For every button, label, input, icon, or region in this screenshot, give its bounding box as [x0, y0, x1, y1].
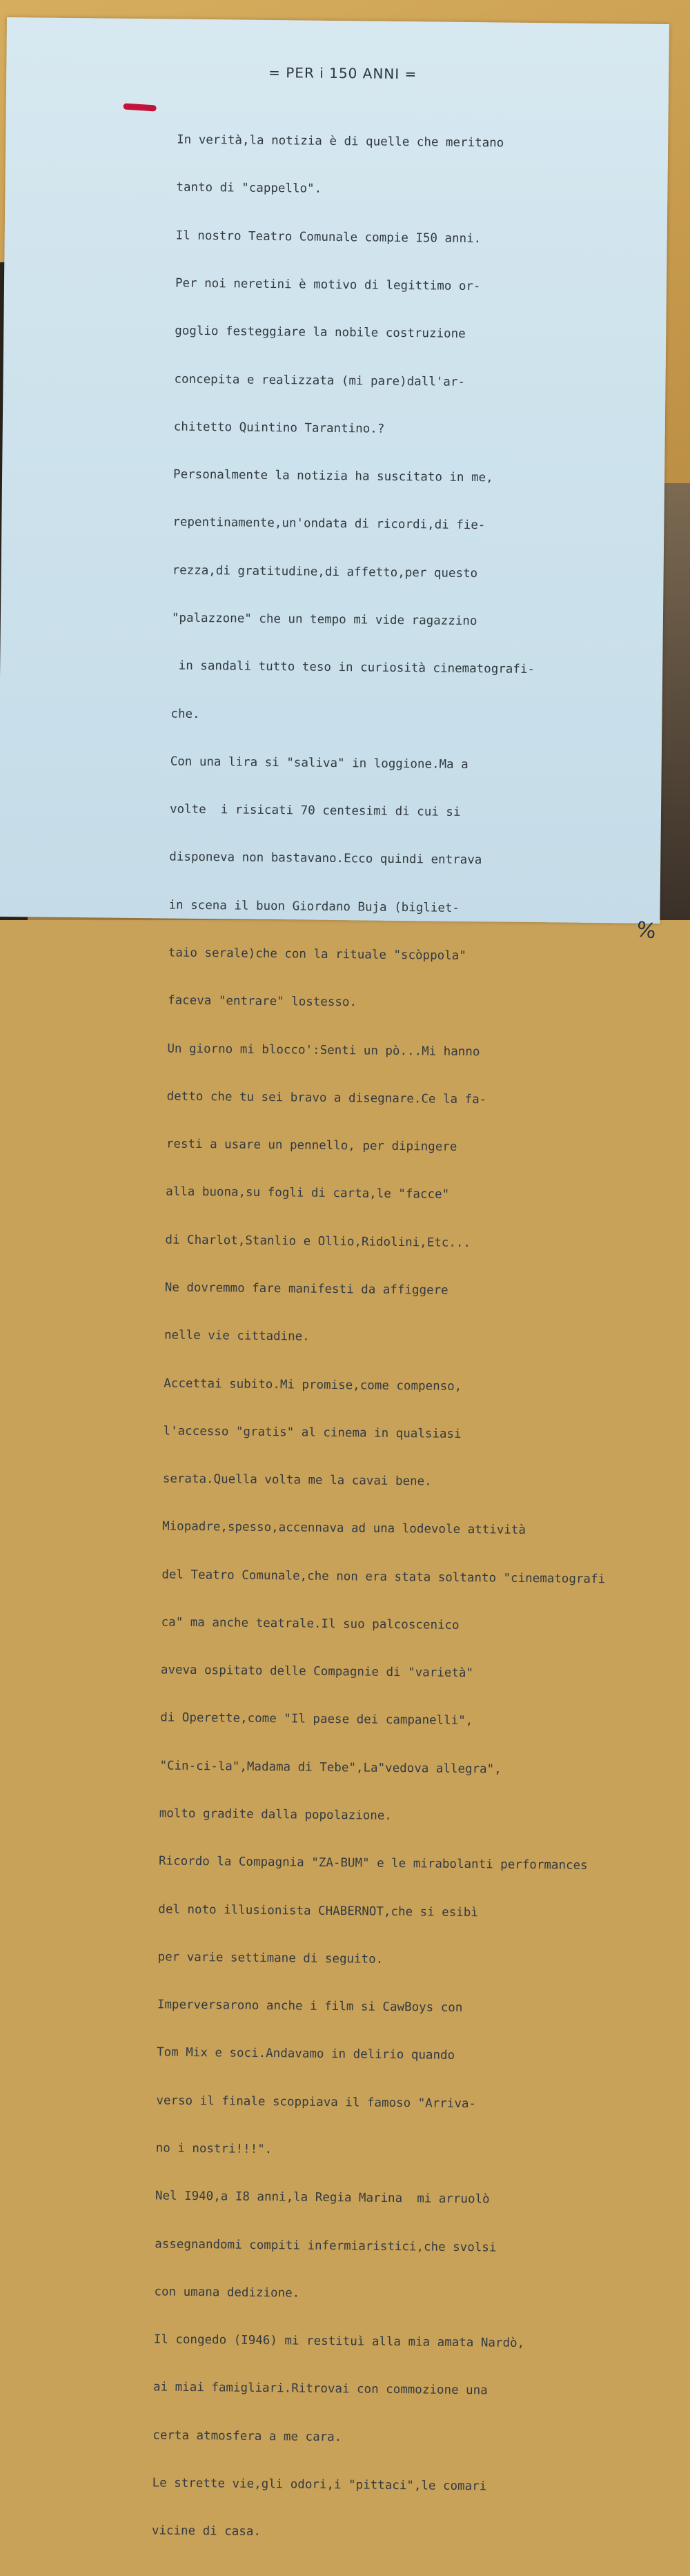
text-line: certa atmosfera a me cara. — [152, 2428, 342, 2444]
text-line: Tom Mix e soci.Andavamo in delirio quando — [157, 2045, 455, 2063]
text-line: del noto illusionista CHABERNOT,che si esibì — [158, 1902, 479, 1920]
text-line: che. — [170, 707, 200, 721]
text-line: Il nostro Teatro Comunale compie I50 anni. — [175, 228, 482, 246]
text-line: Il congedo (I946) mi restituì alla mia amata Nardò, — [153, 2332, 525, 2351]
text-line: l'accesso "gratis" al cinema in qualsiasi — [163, 1424, 462, 1441]
text-line: taio serale)che con la rituale "scòppola" — [168, 946, 466, 963]
page-continuation-mark: % — [634, 917, 658, 944]
red-marker-stroke — [123, 103, 156, 111]
text-line: Per noi neretini è motivo di legittimo or- — [175, 276, 481, 294]
text-line: no i nostri!!!". — [155, 2141, 273, 2157]
text-line: assegnandomi compiti infermiaristici,che svolsi — [155, 2236, 497, 2255]
text-line: Personalmente la notizia ha suscitato in me, — [172, 467, 493, 485]
text-line: Ne dovremmo fare manifesti da affiggere — [164, 1280, 448, 1298]
text-line: chitetto Quintino Tarantino.? — [173, 420, 385, 436]
text-line: Imperversarono anche i film si CawBoys con — [157, 1998, 463, 2016]
text-line: goglio festeggiare la nobile costruzione — [175, 324, 466, 342]
typewritten-sheet — [0, 17, 669, 2539]
text-line: nelle vie cittadine. — [164, 1328, 310, 1344]
text-line: vicine di casa. — [151, 2524, 262, 2539]
text-line: serata.Quella volta me la cavai bene. — [162, 1472, 432, 1489]
text-line: "Cin-ci-la",Madama di Tebe",La"vedova allegra", — [159, 1759, 502, 1777]
text-line: ai miai famigliari.Ritrovai con commozione una — [152, 2380, 488, 2398]
text-line: Ricordo la Compagnia "ZA-BUM" e le mirabolanti performances — [158, 1854, 588, 1873]
text-line: disponeva non bastavano.Ecco quindi entrava — [169, 850, 482, 868]
text-line: rezza,di gratitudine,di affetto,per questo — [172, 563, 478, 580]
text-line: per varie settimane di seguito. — [157, 1950, 384, 1967]
text-line: In verità,la notizia è di quelle che meritano — [177, 133, 504, 150]
text-line: Miopadre,spesso,accennava ad una lodevole attività — [162, 1519, 526, 1538]
text-line: aveva ospitato delle Compagnie di "varietà" — [160, 1663, 474, 1681]
text-line: repentinamente,un'ondata di ricordi,di fie- — [172, 515, 486, 533]
text-line: volte i risicati 70 centesimi di cui si — [169, 802, 461, 820]
text-line: con umana dedizione. — [154, 2285, 300, 2301]
text-line: Accettai subito.Mi promise,come compenso, — [164, 1376, 462, 1394]
text-line: ca" ma anche teatrale.Il suo palcoscenico — [161, 1615, 460, 1632]
typed-text — [151, 101, 670, 2576]
text-line: verso il finale scoppiava il famoso "Arriva- — [156, 2094, 477, 2111]
text-line: molto gradite dalla popolazione. — [159, 1806, 393, 1823]
text-line: resti a usare un pennello, per dipingere — [166, 1137, 457, 1154]
text-line: tanto di "cappello". — [176, 181, 322, 197]
document-heading: = PER i 150 ANNI = — [268, 64, 417, 83]
text-line: Con una lira si "saliva" in loggione.Ma a — [170, 754, 469, 772]
text-line: Un giorno mi blocco':Senti un pò...Mi hanno — [167, 1042, 480, 1059]
text-line: in sandali tutto teso in curiosità cinematografi- — [171, 658, 535, 677]
text-line: detto che tu sei bravo a disegnare.Ce la fa- — [166, 1089, 487, 1107]
text-line: in scena il buon Giordano Buja (bigliet- — [168, 898, 460, 915]
text-line: del Teatro Comunale,che non era stata soltanto "cinematografi — [161, 1568, 606, 1586]
text-line: concepita e realizzata (mi pare)dall'ar- — [174, 372, 466, 389]
text-line: Nel I940,a I8 anni,la Regia Marina mi arruolò — [155, 2189, 490, 2207]
text-line: faceva "entrare" lostesso. — [168, 993, 357, 1010]
text-line: alla buona,su fogli di carta,le "facce" — [166, 1184, 450, 1202]
text-line: Le strette vie,gli odori,i "pittaci",le comari — [152, 2476, 487, 2494]
text-line: di Operette,come "Il paese dei campanelli", — [160, 1710, 473, 1728]
text-line: di Charlot,Stanlio e Ollio,Ridolini,Etc... — [165, 1233, 471, 1250]
text-line: "palazzone" che un tempo mi vide ragazzino — [171, 611, 477, 629]
